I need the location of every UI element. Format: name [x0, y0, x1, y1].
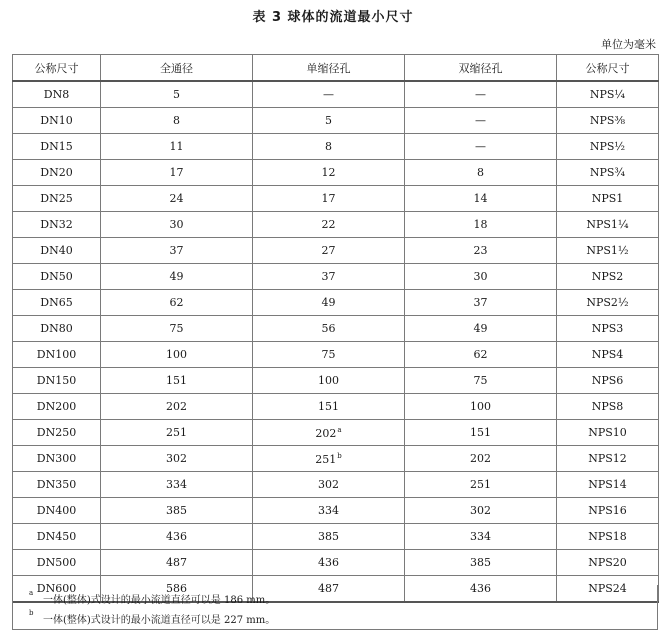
cell-full-bore [101, 316, 253, 342]
cell-nominal-nps [557, 186, 659, 212]
cell-nominal-nps-value: NPS18 [588, 530, 627, 543]
cell-single-reduced-value: 202 [315, 426, 337, 440]
cell-double-reduced [405, 290, 557, 316]
cell-single-reduced-value: 49 [321, 296, 336, 309]
cell-double-reduced-value: 251 [470, 478, 491, 491]
cell-full-bore-value: 302 [166, 452, 187, 465]
cell-double-reduced [405, 498, 557, 524]
cell-single-reduced-value: — [323, 88, 334, 101]
header-nominal-dn: 公称尺寸 [13, 55, 101, 82]
cell-single-reduced [253, 238, 405, 264]
table-row [13, 394, 659, 420]
cell-nominal-nps-value: NPS20 [588, 556, 627, 569]
cell-single-reduced [253, 108, 405, 134]
cell-double-reduced-value: 202 [470, 452, 491, 465]
cell-nominal-dn-value: DN450 [36, 530, 77, 543]
cell-nominal-nps [557, 420, 659, 446]
cell-nominal-nps [557, 316, 659, 342]
cell-double-reduced [405, 368, 557, 394]
cell-nominal-nps-value: NPS1¼ [586, 218, 629, 231]
header-full-bore: 全通径 [101, 55, 253, 82]
cell-single-reduced-value: 37 [321, 270, 336, 283]
table-row [13, 342, 659, 368]
cell-full-bore-value: 37 [169, 244, 184, 257]
cell-nominal-dn [13, 316, 101, 342]
cell-nominal-dn-value: DN40 [40, 244, 73, 257]
cell-nominal-dn [13, 160, 101, 186]
cell-nominal-nps-value: NPS1 [591, 192, 624, 205]
cell-single-reduced-value: 17 [321, 192, 336, 205]
cell-nominal-dn-value: DN150 [36, 374, 77, 387]
header-nominal-nps: 公称尺寸 [557, 55, 659, 82]
cell-nominal-nps [557, 134, 659, 160]
cell-double-reduced [405, 238, 557, 264]
cell-double-reduced [405, 186, 557, 212]
cell-double-reduced [405, 420, 557, 446]
cell-double-reduced-value: — [475, 114, 486, 127]
cell-nominal-nps [557, 550, 659, 576]
cell-double-reduced [405, 550, 557, 576]
table-row [13, 524, 659, 550]
cell-single-reduced-value: 385 [318, 530, 339, 543]
cell-nominal-dn-value: DN300 [36, 452, 77, 465]
table-row [13, 238, 659, 264]
cell-double-reduced [405, 524, 557, 550]
table-row [13, 420, 659, 446]
cell-full-bore-value: 17 [169, 166, 184, 179]
cell-double-reduced [405, 472, 557, 498]
cell-full-bore [101, 290, 253, 316]
table-row [13, 186, 659, 212]
cell-full-bore [101, 420, 253, 446]
cell-nominal-nps [557, 394, 659, 420]
cell-single-reduced-value: 436 [318, 556, 339, 569]
cell-full-bore [101, 81, 253, 108]
cell-nominal-dn [13, 394, 101, 420]
cell-single-reduced-value: 151 [318, 400, 339, 413]
cell-nominal-dn-value: DN250 [36, 426, 77, 439]
cell-double-reduced-value: 23 [473, 244, 488, 257]
cell-double-reduced-value: 436 [470, 582, 491, 595]
cell-single-reduced [253, 368, 405, 394]
cell-full-bore [101, 186, 253, 212]
cell-single-reduced [253, 498, 405, 524]
cell-full-bore [101, 134, 253, 160]
cell-full-bore [101, 160, 253, 186]
cell-nominal-dn-value: DN80 [40, 322, 73, 335]
cell-single-reduced-value: 487 [318, 582, 339, 595]
header-double-reduced: 双缩径孔 [405, 55, 557, 82]
table-header-row [13, 55, 659, 82]
cell-nominal-nps [557, 212, 659, 238]
cell-single-reduced [253, 342, 405, 368]
cell-single-reduced [253, 160, 405, 186]
table-footnotes [12, 585, 658, 630]
cell-nominal-nps-value: NPS1½ [586, 244, 629, 257]
table-row [13, 472, 659, 498]
cell-nominal-nps-value: NPS4 [591, 348, 624, 361]
cell-single-reduced [253, 81, 405, 108]
cell-double-reduced [405, 394, 557, 420]
cell-full-bore [101, 264, 253, 290]
cell-full-bore-value: 436 [166, 530, 187, 543]
cell-nominal-dn [13, 186, 101, 212]
cell-single-reduced-value: 56 [321, 322, 336, 335]
cell-full-bore-value: 251 [166, 426, 187, 439]
cell-full-bore [101, 472, 253, 498]
cell-double-reduced-value: 62 [473, 348, 488, 361]
cell-nominal-nps [557, 290, 659, 316]
cell-double-reduced-value: 151 [470, 426, 491, 439]
cell-double-reduced-value: 14 [473, 192, 488, 205]
cell-double-reduced [405, 316, 557, 342]
cell-nominal-dn [13, 212, 101, 238]
cell-nominal-dn [13, 524, 101, 550]
cell-full-bore-value: 151 [166, 374, 187, 387]
cell-double-reduced-value: — [475, 140, 486, 153]
cell-single-reduced-value: 75 [321, 348, 336, 361]
table-row [13, 264, 659, 290]
cell-nominal-nps-value: NPS8 [591, 400, 624, 413]
cell-nominal-dn-value: DN10 [40, 114, 73, 127]
cell-nominal-nps [557, 238, 659, 264]
cell-single-reduced-value: 334 [318, 504, 339, 517]
cell-double-reduced-value: 334 [470, 530, 491, 543]
footnote-reference: a [337, 425, 342, 434]
cell-nominal-nps [557, 524, 659, 550]
cell-nominal-nps [557, 160, 659, 186]
cell-nominal-nps-value: NPS2 [591, 270, 624, 283]
cell-nominal-dn-value: DN32 [40, 218, 73, 231]
cell-single-reduced [253, 212, 405, 238]
cell-double-reduced [405, 212, 557, 238]
cell-nominal-dn [13, 342, 101, 368]
cell-full-bore-value: 100 [166, 348, 187, 361]
cell-nominal-nps-value: NPS16 [588, 504, 627, 517]
cell-nominal-nps-value: NPS10 [588, 426, 627, 439]
table-row [13, 212, 659, 238]
cell-double-reduced [405, 264, 557, 290]
cell-full-bore-value: 8 [173, 114, 180, 127]
cell-double-reduced-value: 30 [473, 270, 488, 283]
table-row [13, 134, 659, 160]
cell-single-reduced [253, 316, 405, 342]
cell-double-reduced [405, 160, 557, 186]
cell-nominal-nps-value: NPS2½ [586, 296, 629, 309]
cell-double-reduced-value: 37 [473, 296, 488, 309]
unit-label: 单位为毫米 [601, 38, 656, 51]
cell-nominal-dn [13, 264, 101, 290]
cell-nominal-dn [13, 134, 101, 160]
cell-single-reduced-value: 12 [321, 166, 336, 179]
table-row [13, 108, 659, 134]
flow-passage-table [12, 54, 659, 603]
cell-full-bore [101, 108, 253, 134]
cell-nominal-nps [557, 472, 659, 498]
cell-single-reduced-value: 22 [321, 218, 336, 231]
cell-double-reduced [405, 342, 557, 368]
cell-nominal-dn [13, 472, 101, 498]
cell-full-bore [101, 212, 253, 238]
cell-double-reduced [405, 81, 557, 108]
cell-single-reduced [253, 446, 405, 472]
cell-full-bore-value: 30 [169, 218, 184, 231]
footnote-text: 一体(整体)式设计的最小流道直径可以是 186 mm。 [43, 595, 276, 606]
cell-double-reduced-value: 18 [473, 218, 488, 231]
cell-full-bore-value: 385 [166, 504, 187, 517]
cell-nominal-dn [13, 290, 101, 316]
cell-single-reduced-value: 302 [318, 478, 339, 491]
footnote-mark: b [29, 609, 34, 617]
cell-full-bore-value: 11 [169, 140, 184, 153]
cell-full-bore [101, 446, 253, 472]
cell-full-bore-value: 586 [166, 582, 187, 595]
cell-full-bore-value: 62 [169, 296, 184, 309]
table-row [13, 550, 659, 576]
table-row [13, 160, 659, 186]
cell-double-reduced-value: 100 [470, 400, 491, 413]
cell-nominal-dn [13, 446, 101, 472]
table-body [13, 81, 659, 602]
cell-nominal-nps-value: NPS12 [588, 452, 627, 465]
cell-nominal-dn-value: DN350 [36, 478, 77, 491]
cell-nominal-dn-value: DN65 [40, 296, 73, 309]
cell-single-reduced [253, 134, 405, 160]
cell-full-bore [101, 498, 253, 524]
cell-double-reduced-value: 385 [470, 556, 491, 569]
cell-full-bore [101, 368, 253, 394]
cell-nominal-dn-value: DN50 [40, 270, 73, 283]
cell-nominal-dn-value: DN15 [40, 140, 73, 153]
cell-nominal-nps-value: NPS3 [591, 322, 624, 335]
cell-nominal-dn-value: DN200 [36, 400, 77, 413]
cell-double-reduced [405, 108, 557, 134]
cell-single-reduced [253, 290, 405, 316]
cell-nominal-dn [13, 81, 101, 108]
cell-nominal-dn [13, 420, 101, 446]
cell-nominal-dn [13, 550, 101, 576]
table-row [13, 498, 659, 524]
cell-full-bore-value: 5 [173, 88, 180, 101]
cell-single-reduced [253, 420, 405, 446]
table-row [13, 81, 659, 108]
table-title: 表 3 球体的流道最小尺寸 [252, 10, 414, 25]
cell-nominal-nps [557, 108, 659, 134]
cell-full-bore [101, 238, 253, 264]
cell-nominal-nps [557, 368, 659, 394]
cell-full-bore [101, 524, 253, 550]
cell-nominal-nps-value: NPS¼ [589, 88, 626, 101]
cell-nominal-nps-value: NPS⅜ [589, 114, 626, 127]
cell-full-bore-value: 487 [166, 556, 187, 569]
cell-nominal-dn-value: DN20 [40, 166, 73, 179]
cell-nominal-nps-value: NPS½ [589, 140, 626, 153]
cell-double-reduced-value: 302 [470, 504, 491, 517]
table-row [13, 368, 659, 394]
cell-nominal-nps [557, 342, 659, 368]
cell-single-reduced-value: 5 [325, 114, 332, 127]
cell-nominal-dn [13, 498, 101, 524]
header-single-reduced: 单缩径孔 [253, 55, 405, 82]
footnote-reference: b [337, 451, 342, 460]
cell-single-reduced-value: 27 [321, 244, 336, 257]
cell-nominal-dn [13, 108, 101, 134]
cell-nominal-nps [557, 446, 659, 472]
cell-single-reduced [253, 394, 405, 420]
cell-nominal-dn-value: DN600 [36, 582, 77, 595]
cell-nominal-nps-value: NPS6 [591, 374, 624, 387]
table-row [13, 316, 659, 342]
cell-double-reduced-value: 75 [473, 374, 488, 387]
cell-single-reduced [253, 550, 405, 576]
cell-single-reduced-value: 251 [315, 452, 337, 466]
cell-single-reduced [253, 264, 405, 290]
cell-nominal-nps [557, 264, 659, 290]
cell-nominal-dn [13, 368, 101, 394]
footnote-text: 一体(整体)式设计的最小流道直径可以是 227 mm。 [43, 615, 276, 626]
cell-nominal-nps [557, 498, 659, 524]
cell-full-bore [101, 394, 253, 420]
cell-nominal-dn-value: DN8 [43, 88, 70, 101]
footnote-mark: a [29, 589, 34, 597]
cell-single-reduced [253, 186, 405, 212]
cell-full-bore [101, 342, 253, 368]
cell-nominal-nps-value: NPS24 [588, 582, 627, 595]
cell-nominal-nps-value: NPS¾ [589, 166, 626, 179]
table-row [13, 446, 659, 472]
cell-nominal-dn-value: DN500 [36, 556, 77, 569]
cell-single-reduced-value: 8 [325, 140, 332, 153]
cell-nominal-dn [13, 238, 101, 264]
cell-nominal-dn-value: DN25 [40, 192, 73, 205]
cell-full-bore-value: 334 [166, 478, 187, 491]
cell-nominal-dn-value: DN100 [36, 348, 77, 361]
cell-single-reduced [253, 472, 405, 498]
cell-single-reduced-value: 100 [318, 374, 339, 387]
table-row [13, 290, 659, 316]
cell-nominal-nps-value: NPS14 [588, 478, 627, 491]
cell-single-reduced [253, 524, 405, 550]
cell-full-bore [101, 550, 253, 576]
cell-double-reduced [405, 446, 557, 472]
cell-nominal-nps [557, 81, 659, 108]
footnote-b [29, 609, 276, 626]
cell-full-bore-value: 75 [169, 322, 184, 335]
cell-double-reduced-value: — [475, 88, 486, 101]
cell-double-reduced-value: 49 [473, 322, 488, 335]
cell-double-reduced-value: 8 [477, 166, 484, 179]
cell-double-reduced [405, 134, 557, 160]
cell-full-bore-value: 202 [166, 400, 187, 413]
cell-full-bore-value: 24 [169, 192, 184, 205]
footnote-a [29, 589, 276, 606]
cell-nominal-dn-value: DN400 [36, 504, 77, 517]
cell-full-bore-value: 49 [169, 270, 184, 283]
